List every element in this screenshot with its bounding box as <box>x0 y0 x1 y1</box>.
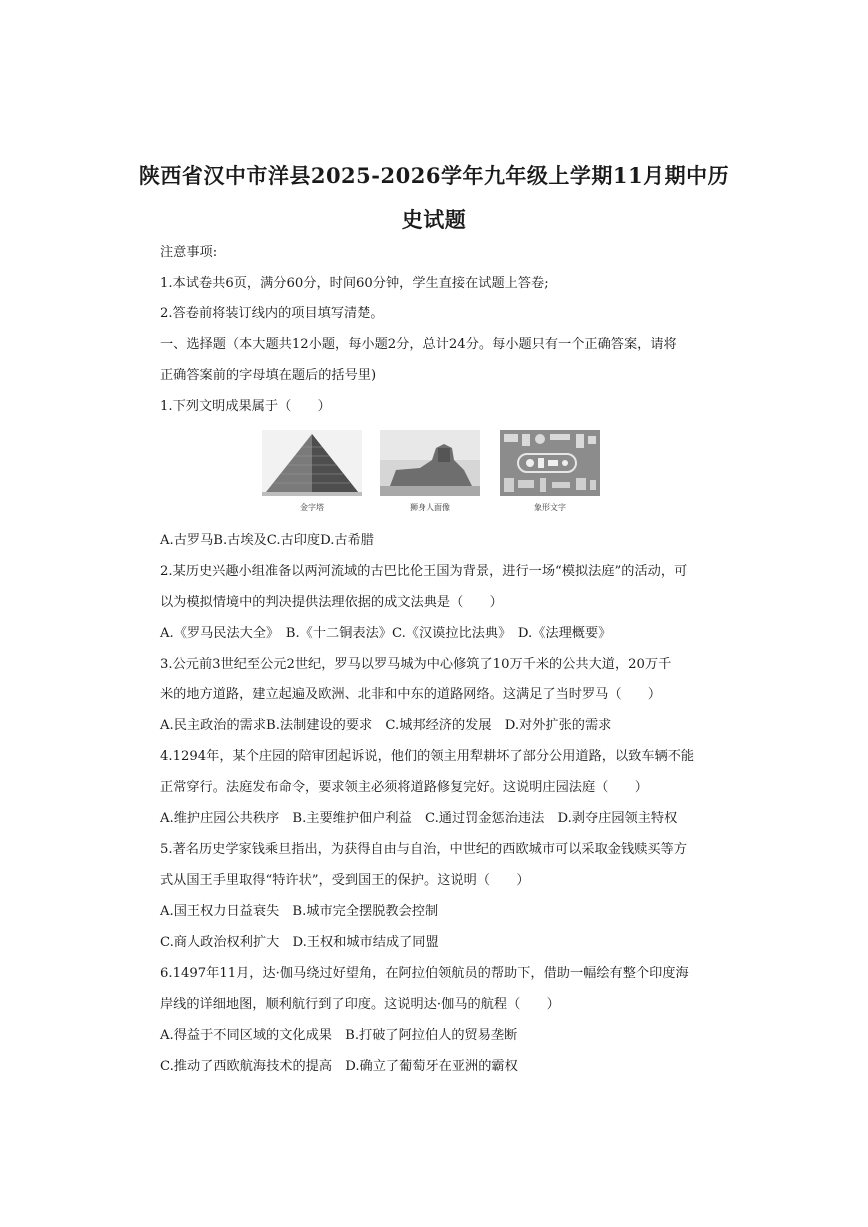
exam-title-line-1: 陕西省汉中市洋县2025-2026学年九年级上学期11月期中历 <box>138 163 730 188</box>
question-2-line-1: 2.某历史兴趣小组准备以两河流域的古巴比伦王国为背景，进行一场“模拟法庭”的活动，可 <box>160 564 688 579</box>
question-1-options: A.古罗马B.古埃及C.古印度D.古希腊 <box>160 533 374 548</box>
question-6-options-2: C.推动了西欧航海技术的提高 D.确立了葡萄牙在亚洲的霸权 <box>160 1059 518 1074</box>
sphinx-figure <box>380 430 480 513</box>
hieroglyph-figure <box>500 430 600 513</box>
hieroglyph-image <box>500 430 600 496</box>
question-6-line-1: 6.1497年11月，达·伽马绕过好望角，在阿拉伯领航员的帮助下，借助一幅绘有整个印度海 <box>160 966 689 981</box>
section-1-heading-line-2: 正确答案前的字母填在题后的括号里) <box>160 368 377 383</box>
question-5-options-2: C.商人政治权利扩大 D.王权和城市结成了同盟 <box>160 935 439 950</box>
question-1-figures <box>262 430 604 516</box>
question-2-options: A.《罗马民法大全》 B.《十二铜表法》C.《汉谟拉比法典》 D.《法理概要》 <box>160 626 612 641</box>
question-4-line-2: 正常穿行。法庭发布命令，要求领主必须将道路修复完好。这说明庄园法庭（ ） <box>160 780 648 795</box>
sphinx-image <box>380 430 480 496</box>
question-4-line-1: 4.1294年，某个庄园的陪审团起诉说，他们的领主用犁耕坏了部分公用道路，以致车辆不能 <box>160 749 695 764</box>
question-5-line-1: 5.著名历史学家钱乘旦指出，为获得自由与自治，中世纪的西欧城市可以采取金钱赎买等方 <box>160 842 687 857</box>
question-1-stem: 1.下列文明成果属于（ ） <box>160 399 331 414</box>
question-6-line-2: 岸线的详细地图，顺利航行到了印度。这说明达·伽马的航程（ ） <box>160 997 560 1012</box>
hieroglyph-caption: 象形文字 <box>534 503 566 512</box>
question-4-options: A.维护庄园公共秩序 B.主要维护佃户利益 C.通过罚金惩治违法 D.剥夺庄园领主特权 <box>160 811 678 826</box>
question-5-line-2: 式从国王手里取得“特许状”，受到国王的保护。这说明（ ） <box>160 873 530 888</box>
notice-item-1: 1.本试卷共6页，满分60分，时间60分钟，学生直接在试题上答卷; <box>160 276 549 291</box>
pyramid-caption: 金字塔 <box>300 503 324 512</box>
pyramid-image <box>262 430 362 496</box>
exam-title-line-2: 史试题 <box>401 207 467 232</box>
pyramid-figure <box>262 430 362 513</box>
question-2-line-2: 以为模拟情境中的判决提供法理依据的成文法典是（ ） <box>160 595 503 610</box>
sphinx-caption: 狮身人面像 <box>410 503 450 512</box>
notice-heading: 注意事项: <box>160 245 218 260</box>
question-5-options-1: A.国王权力日益衰失 B.城市完全摆脱教会控制 <box>160 904 439 919</box>
question-3-options: A.民主政治的需求B.法制建设的要求 C.城邦经济的发展 D.对外扩张的需求 <box>160 718 612 733</box>
question-3-line-2: 米的地方道路，建立起遍及欧洲、北非和中东的道路网络。这满足了当时罗马（ ） <box>160 687 662 702</box>
question-6-options-1: A.得益于不同区域的文化成果 B.打破了阿拉伯人的贸易垄断 <box>160 1028 518 1043</box>
notice-item-2: 2.答卷前将装订线内的项目填写清楚。 <box>160 306 384 321</box>
section-1-heading-line-1: 一、选择题（本大题共12小题，每小题2分，总计24分。每小题只有一个正确答案，请将 <box>160 337 677 352</box>
question-3-line-1: 3.公元前3世纪至公元2世纪，罗马以罗马城为中心修筑了10万千米的公共大道，20万千 <box>160 657 672 672</box>
